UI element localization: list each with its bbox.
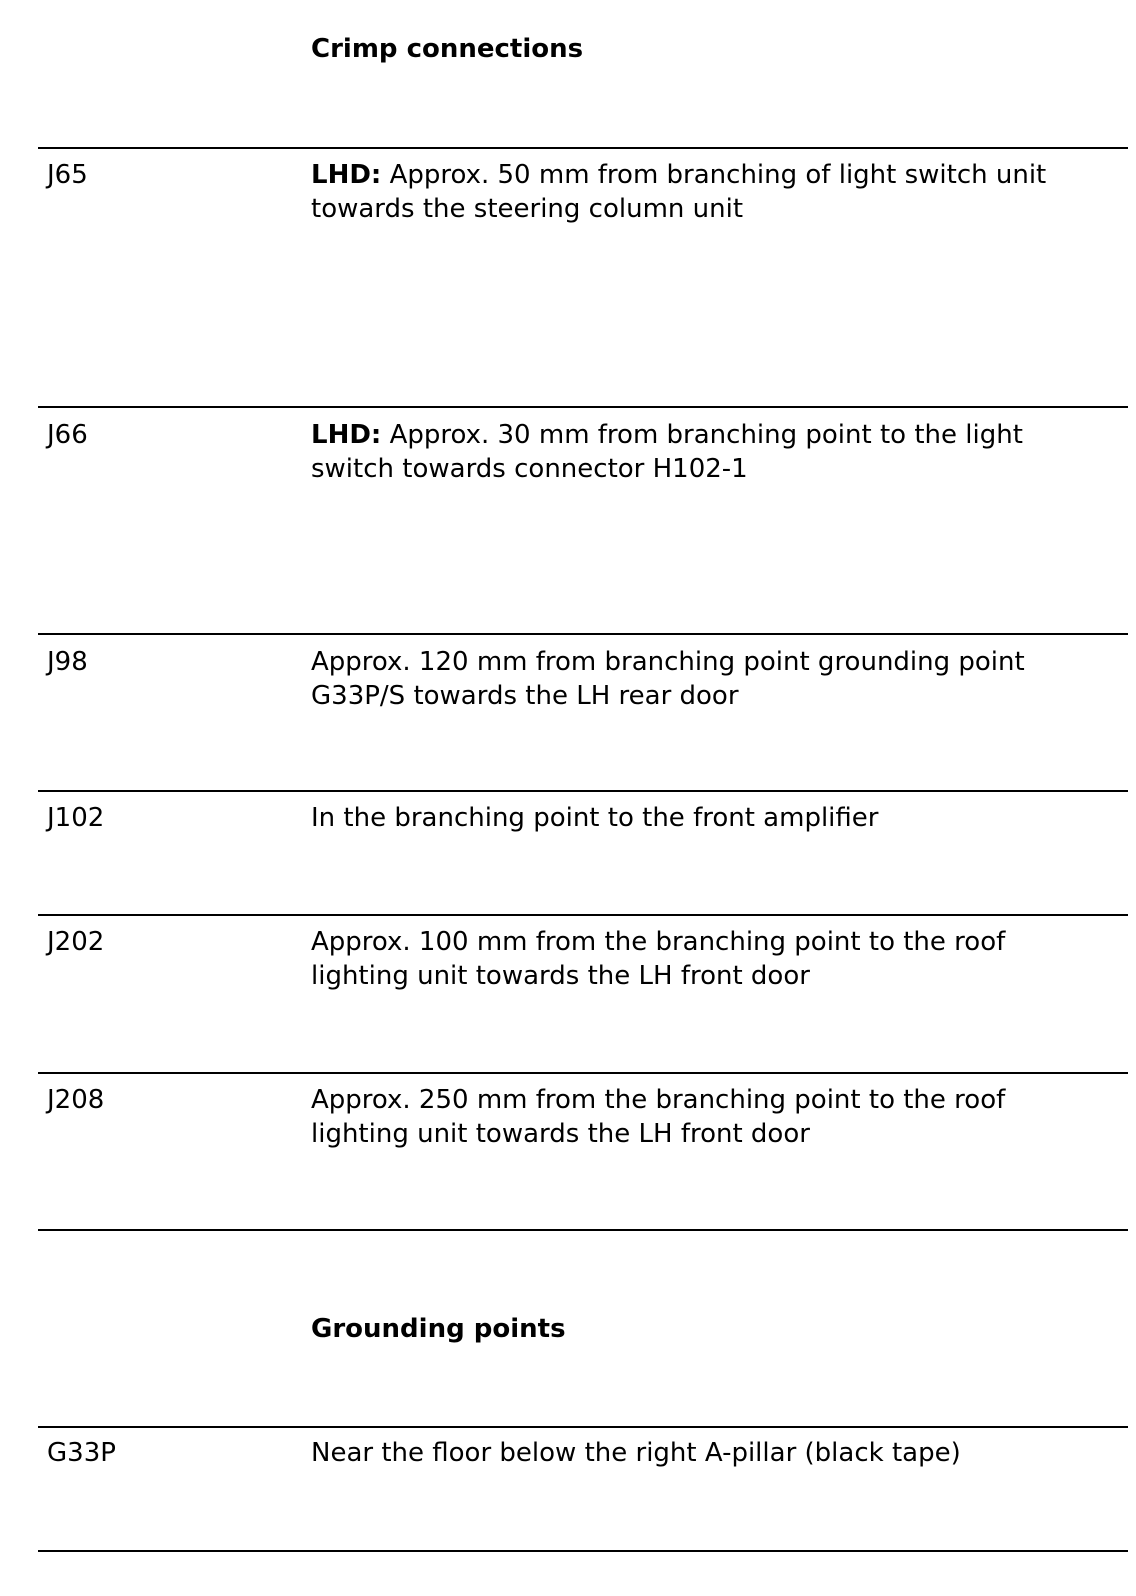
lhd-label: LHD: <box>311 160 382 190</box>
row-id: J102 <box>47 803 105 833</box>
row-description: Approx. 100 mm from the branching point to the roof lighting unit towards the LH front door <box>311 927 1006 991</box>
row-description <box>311 158 1111 226</box>
table-rule <box>38 1550 1128 1552</box>
table-rule <box>38 790 1128 792</box>
description-text: Approx. 30 mm from branching point to the light switch towards connector H102-1 <box>311 420 1023 484</box>
row-id: J202 <box>47 927 105 957</box>
row-description <box>311 418 1111 486</box>
table-rule <box>38 1229 1128 1231</box>
table-rule <box>38 1072 1128 1074</box>
row-id: J98 <box>47 647 88 677</box>
table-rule <box>38 1426 1128 1428</box>
row-description: Near the floor below the right A-pillar (black tape) <box>311 1438 961 1468</box>
table-rule <box>38 633 1128 635</box>
description-text: Approx. 50 mm from branching of light switch unit towards the steering column unit <box>311 160 1047 224</box>
crimp-connections-title: Crimp connections <box>311 34 584 64</box>
row-id: J208 <box>47 1085 105 1115</box>
row-description: Approx. 250 mm from the branching point to the roof lighting unit towards the LH front door <box>311 1085 1006 1149</box>
row-id: J66 <box>47 420 88 450</box>
grounding-points-title: Grounding points <box>311 1314 566 1344</box>
row-id: J65 <box>47 160 88 190</box>
row-id: G33P <box>47 1438 116 1468</box>
row-description: Approx. 120 mm from branching point grounding point G33P/S towards the LH rear door <box>311 647 1025 711</box>
table-rule <box>38 147 1128 149</box>
row-description: In the branching point to the front amplifier <box>311 803 879 833</box>
table-rule <box>38 914 1128 916</box>
table-rule <box>38 406 1128 408</box>
lhd-label: LHD: <box>311 420 382 450</box>
